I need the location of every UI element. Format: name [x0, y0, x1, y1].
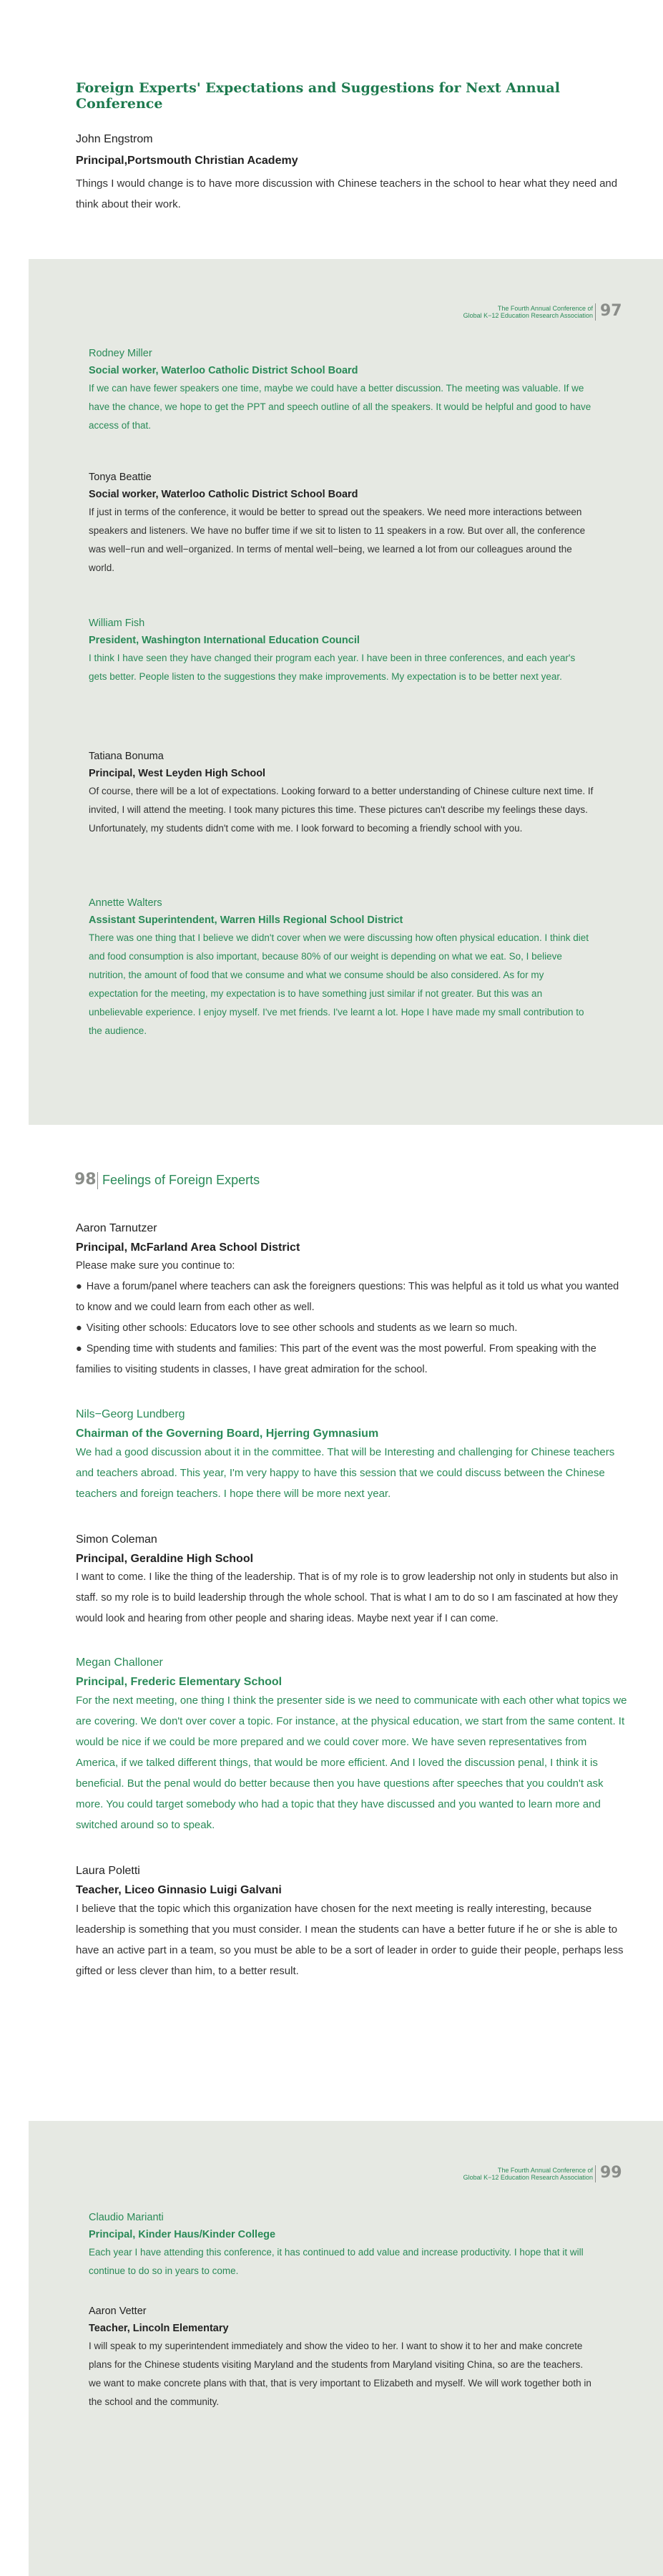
entry-name: Tonya Beattie — [89, 472, 152, 483]
entry-text: I will speak to my superintendent immediately and show the video to her. I want to show it to her and make concrete plans for the Chinese students visiting Maryland and the students from Maryland visiting China, so are the teachers. we want to make concrete plans with that, that is very important to Elizabeth and myself. We will work together both in the school and the community. — [89, 2341, 591, 2407]
entry-lead: Please make sure you continue to: — [76, 1260, 235, 1272]
entry-name: Annette Walters — [89, 897, 162, 909]
entry-claudio-marianti — [89, 2212, 594, 2280]
entry-aaron-tarnutzer — [76, 1222, 630, 1380]
entry-name: Laura Poletti — [76, 1865, 140, 1877]
entry-name: Claudio Marianti — [89, 2212, 164, 2223]
page-number-divider — [97, 1172, 98, 1189]
entry-role: Principal, Geraldine High School — [76, 1553, 254, 1565]
entry-text: There was one thing that I believe we didn't cover when we were discussing how often physical education. I think diet and food consumption is also important, because 80% of our weight is depending on what we eat. So, I believe nutrition, the amount of food that we consume and what we consume should be also considered. As for my expectation for the meeting, my expectation is to have something just similar if not greater. But this was an unbelievable experience. I enjoy myself. I've met friends. I've learnt a lot. Hope I have made my small contribution to the audience. — [89, 932, 589, 1036]
entry-name: Aaron Tarnutzer — [76, 1222, 157, 1234]
entry-role: Social worker, Waterloo Catholic District School Board — [89, 365, 358, 376]
entry-simon-coleman — [76, 1533, 630, 1629]
entry-nils-georg-lundberg — [76, 1408, 630, 1504]
entry-role: Social worker, Waterloo Catholic District School Board — [89, 489, 358, 500]
intro-name: John Engstrom — [76, 133, 153, 145]
bullet-item: ● Visiting other schools: Educators love to see other schools and students as we learn so much. — [76, 1318, 630, 1339]
entry-text: For the next meeting, one thing I think the presenter side is we need to communicate with each other what topics we are covering. We don't over cover a topic. For instance, at the physical education, we start from the same content. It would be nice if we could be more prepared and we could cover more. We have seven representatives from America, if we talked different things, that would be more efficient. And I loved the discussion penal, I think it is beneficial. But the penal would do better because then you have questions after speeches that you couldn't ask more. You could target somebody who had a topic that they have discussed and you wanted to learn more and switched around so to speak. — [76, 1694, 627, 1831]
section-title: Feelings of Foreign Experts — [102, 1173, 260, 1187]
bullet-item: ● Spending time with students and families: This part of the event was the most powerful. From speaking with the families to visiting students in classes, I have great admiration for the school. — [76, 1339, 630, 1380]
entry-name: Simon Coleman — [76, 1533, 157, 1546]
page-title: Foreign Experts' Expectations and Suggestions for Next Annual Conference — [76, 80, 560, 112]
page-number: 97 — [600, 302, 622, 320]
page-97-panel — [29, 259, 663, 1125]
page-number: 99 — [600, 2164, 622, 2182]
entry-text: If we can have fewer speakers one time, maybe we could have a better discussion. The meeting was valuable. If we have the chance, we hope to get the PPT and speech outline of all the speakers. It would be helpful and good to have access of that. — [89, 383, 591, 431]
entry-name: Rodney Miller — [89, 348, 152, 359]
entry-annette-walters — [89, 897, 594, 1040]
entry-rodney-miller — [89, 348, 594, 435]
entry-text: If just in terms of the conference, it would be better to spread out the speakers. We need more interactions between speakers and listeners. We have no buffer time if we sit to listen to 11 speakers in a row. But over all, the conference was well−run and well−organized. In terms of mental well−being, we learned a lot from our colleagues around the world. — [89, 507, 586, 573]
page-99-panel — [29, 2121, 663, 2576]
entry-role: Teacher, Liceo Ginnasio Luigi Galvani — [76, 1884, 282, 1896]
entry-text: I want to come. I like the thing of the leadership. That is of my role is to grow leadership not only in students but also in staff. so my role is to build leadership through the whole school. That is what I am to do so I am fascinated at how they would look and hearing from other people and sharing ideas. Maybe next year if I can come. — [76, 1571, 619, 1624]
entry-text: Each year I have attending this conference, it has continued to add value and increase productivity. I hope that it will continue to do so in years to come. — [89, 2247, 584, 2276]
bullet-list — [76, 1277, 630, 1380]
entry-text: I believe that the topic which this organization have chosen for the next meeting is really interesting, because leadership is something that you must consider. I mean the students can have a better future if he or she is able to have an active part in a team, so you must be able to be a sort of leader in order to guide their people, perhaps less gifted or less clever than him, to a better result. — [76, 1903, 624, 1977]
top-section — [76, 80, 629, 215]
entry-role: Principal, McFarland Area School District — [76, 1241, 300, 1254]
page-97-header — [463, 305, 593, 319]
header-line-1: The Fourth Annual Conference of — [497, 305, 593, 312]
page-number: 98 — [74, 1171, 97, 1189]
entry-role: President, Washington International Education Council — [89, 635, 360, 646]
entry-name: Tatiana Bonuma — [89, 751, 164, 762]
entry-text: I think I have seen they have changed their program each year. I have been in three conferences, and each year's gets better. People listen to the suggestions they make improvements. My expectation is to be better next year. — [89, 653, 576, 682]
header-line-2: Global K−12 Education Research Association — [463, 2174, 593, 2181]
entry-text: We had a good discussion about it in the committee. That will be Interesting and challenging for Chinese teachers and teachers abroad. This year, I'm very happy to have this session that we could discuss between the Chinese teachers and foreign teachers. I hope there will be more next year. — [76, 1446, 615, 1500]
page-number-divider — [595, 303, 596, 321]
entry-name: William Fish — [89, 618, 145, 629]
intro-role: Principal,Portsmouth Christian Academy — [76, 155, 298, 167]
entry-megan-challoner — [76, 1657, 630, 1835]
entry-text: Of course, there will be a lot of expectations. Looking forward to a better understanding of Chinese culture next time. If invited, I will attend the meeting. I took many pictures this time. These pictures can't describe my feelings these days. Unfortunately, my students didn't come with me. I look forward to becoming a friendly school with you. — [89, 786, 594, 834]
entry-tatiana-bonuma — [89, 751, 594, 838]
entry-william-fish — [89, 618, 594, 686]
entry-role: Chairman of the Governing Board, Hjerring Gymnasium — [76, 1428, 379, 1440]
header-line-2: Global K−12 Education Research Association — [463, 312, 593, 319]
entry-name: Aaron Vetter — [89, 2306, 147, 2317]
entry-aaron-vetter — [89, 2306, 594, 2411]
page-99-header — [463, 2167, 593, 2181]
entry-name: Megan Challoner — [76, 1657, 163, 1669]
entry-role: Principal, Kinder Haus/Kinder College — [89, 2229, 276, 2240]
entry-name: Nils−Georg Lundberg — [76, 1408, 185, 1420]
entry-role: Principal, Frederic Elementary School — [76, 1676, 283, 1688]
intro-text: Things I would change is to have more discussion with Chinese teachers in the school to hear what they need and think about their work. — [76, 177, 618, 210]
entry-role: Principal, West Leyden High School — [89, 768, 266, 779]
header-line-1: The Fourth Annual Conference of — [497, 2167, 593, 2174]
bullet-item: ● Have a forum/panel where teachers can ask the foreigners questions: This was helpful as it told us what you wanted to know and we could learn from each other as well. — [76, 1277, 630, 1318]
entry-tonya-beattie — [89, 472, 594, 577]
entry-laura-poletti — [76, 1865, 630, 1981]
entry-role: Teacher, Lincoln Elementary — [89, 2323, 229, 2334]
page-number-divider — [595, 2165, 596, 2182]
entry-role: Assistant Superintendent, Warren Hills Regional School District — [89, 914, 403, 926]
